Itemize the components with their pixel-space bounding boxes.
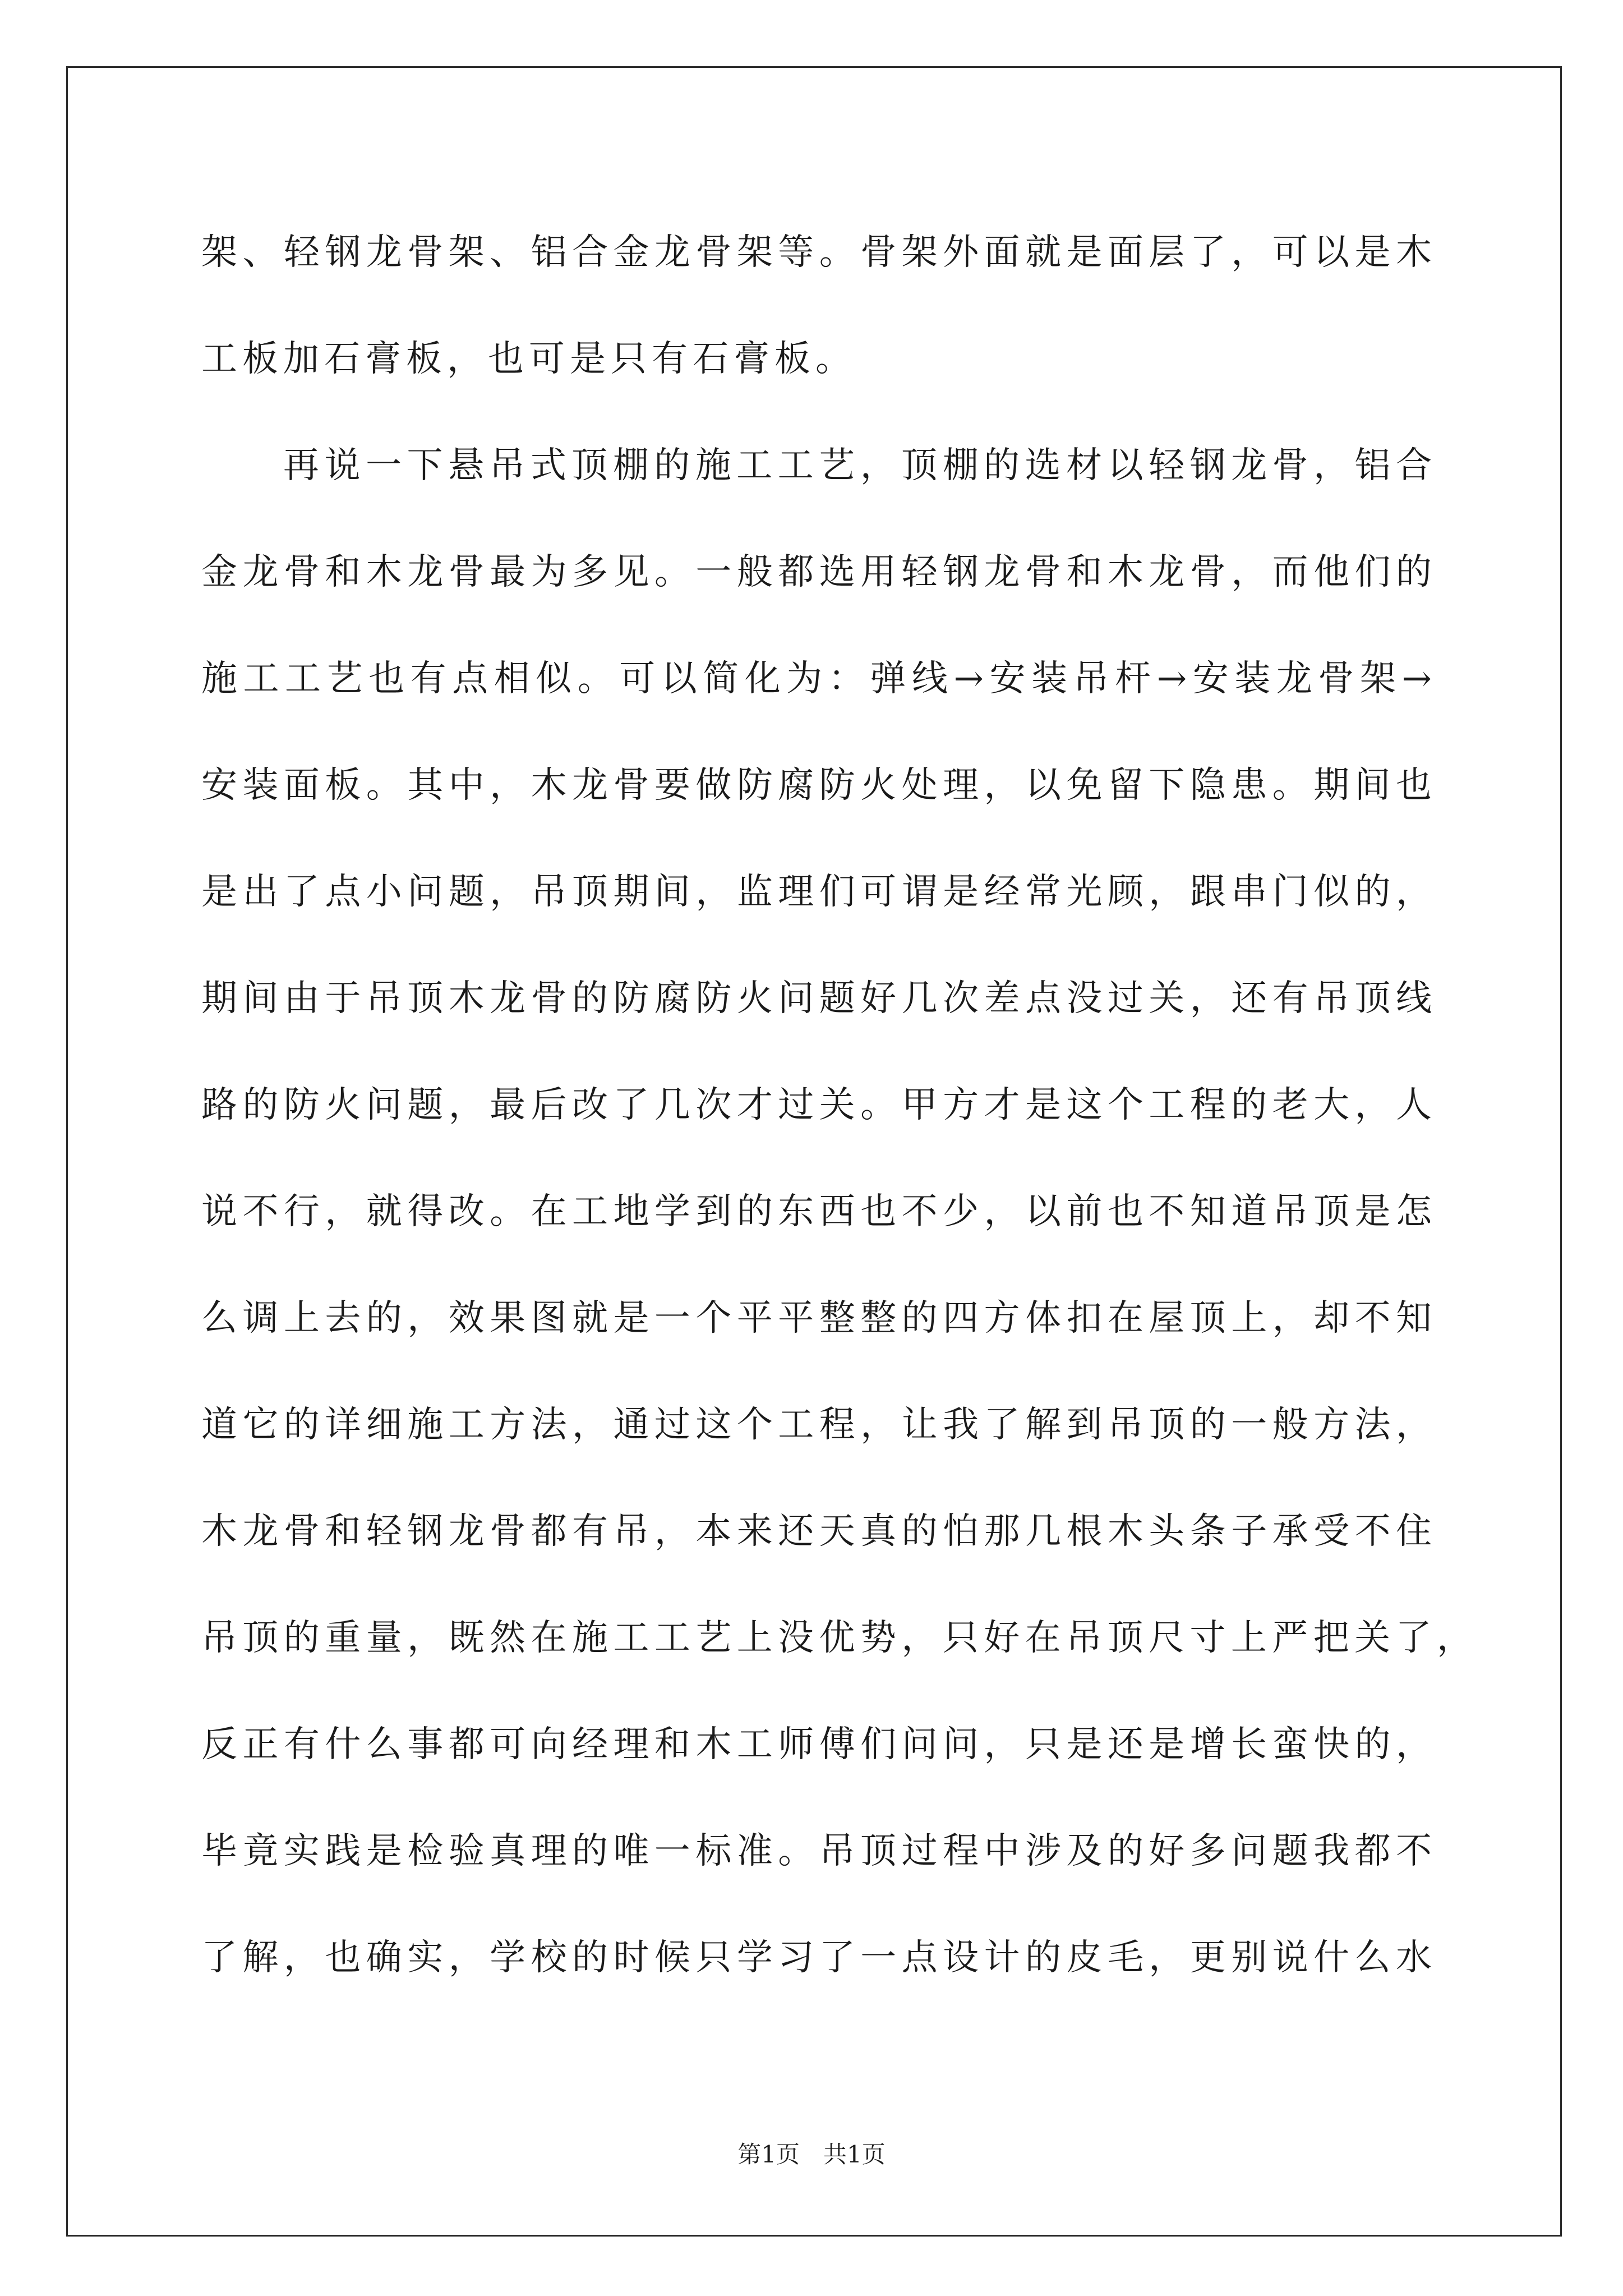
text-line-paragraph-start: 再说一下悬吊式顶棚的施工工艺，顶棚的选材以轻钢龙骨，铝合 (283, 445, 1435, 486)
text-line: 是出了点小问题，吊顶期间，监理们可谓是经常光顾，跟串门似的， (201, 871, 1435, 913)
text-line: 了解，也确实，学校的时候只学习了一点设计的皮毛，更别说什么水 (201, 1937, 1435, 1978)
text-line: 架、轻钢龙骨架、铝合金龙骨架等。骨架外面就是面层了，可以是木 (201, 232, 1435, 273)
text-line-paragraph-end: 工板加石膏板，也可是只有石膏板。 (201, 338, 856, 380)
document-body (201, 199, 1491, 2011)
text-line: 么调上去的，效果图就是一个平平整整的四方体扣在屋顶上，却不知 (201, 1297, 1435, 1339)
text-line: 道它的详细施工方法，通过这个工程，让我了解到吊顶的一般方法， (201, 1404, 1435, 1446)
text-line: 木龙骨和轻钢龙骨都有吊，本来还天真的怕那几根木头条子承受不住 (201, 1511, 1435, 1552)
text-line: 反正有什么事都可向经理和木工师傅们问问，只是还是增长蛮快的， (201, 1724, 1435, 1765)
page-footer: 第1页 共1页 (737, 2141, 886, 2168)
text-line: 毕竟实践是检验真理的唯一标准。吊顶过程中涉及的好多问题我都不 (201, 1830, 1435, 1872)
text-line: 说不行，就得改。在工地学到的东西也不少，以前也不知道吊顶是怎 (201, 1191, 1435, 1232)
text-line: 路的防火问题，最后改了几次才过关。甲方才是这个工程的老大，人 (201, 1084, 1435, 1126)
text-line: 施工工艺也有点相似。可以简化为：弹线→安装吊杆→安装龙骨架→ (201, 658, 1435, 700)
text-line: 金龙骨和木龙骨最为多见。一般都选用轻钢龙骨和木龙骨，而他们的 (201, 551, 1435, 593)
text-line: 安装面板。其中，木龙骨要做防腐防火处理，以免留下隐患。期间也 (201, 765, 1435, 806)
text-line: 期间由于吊顶木龙骨的防腐防火问题好几次差点没过关，还有吊顶线 (201, 978, 1435, 1019)
text-line: 吊顶的重量，既然在施工工艺上没优势，只好在吊顶尺寸上严把关了， (201, 1617, 1476, 1659)
